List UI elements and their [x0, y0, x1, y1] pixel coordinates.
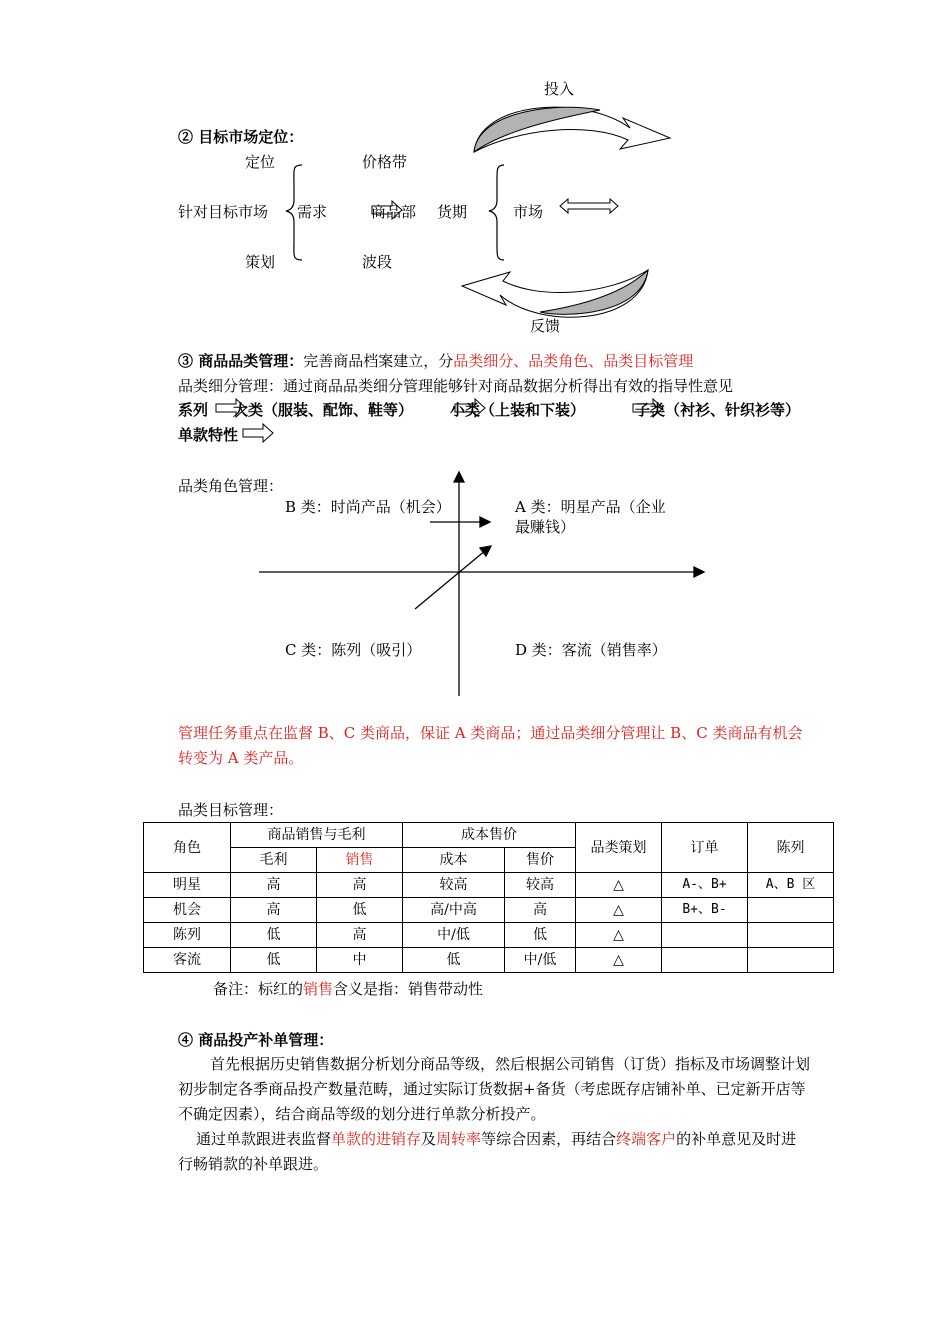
- section4-para2: [178, 1127, 810, 1177]
- table-header-row: [144, 823, 834, 848]
- header-role: 角色: [144, 823, 231, 873]
- role-title: 品类角色管理：: [178, 477, 284, 495]
- cell-display: [748, 923, 834, 948]
- label-price-band: 价格带: [362, 153, 408, 171]
- para2-b: 及: [421, 1130, 437, 1148]
- quadrant-c: C 类：陈列（吸引）: [285, 641, 422, 659]
- header-display: 陈列: [748, 823, 834, 873]
- cell-display: A、B 区: [748, 873, 834, 898]
- cell-price: 较高: [505, 873, 576, 898]
- cell-cost: 低: [403, 948, 505, 973]
- chain-major: 大类（服装、配饰、鞋等）: [233, 401, 414, 419]
- para2-red3: 终端客户: [616, 1130, 677, 1148]
- header-price: 售价: [505, 848, 576, 873]
- cell-order: [662, 948, 748, 973]
- cell-order: A-、B+: [662, 873, 748, 898]
- cell-strategy: △: [576, 948, 662, 973]
- header-margin: 毛利: [231, 848, 317, 873]
- cell-price: 低: [505, 923, 576, 948]
- chain-sub: 子类（衬衫、针织衫等）: [635, 401, 801, 419]
- para2-d: 的补单意见及时进行畅销款的补单跟进。: [178, 1130, 797, 1173]
- cell-margin: 高: [231, 873, 317, 898]
- cell-margin: 高: [231, 898, 317, 923]
- section4-para1: 首先根据历史销售数据分析划分商品等级，然后根据公司销售（订货）指标及市场调整计划初步制定各季商品投产数量范畴，通过实际订货数据+备货（考虑既存店铺补单、已定新开店等不确定因素），结合商品等级的划分进行单款分析投产。: [178, 1055, 811, 1123]
- table-row: [144, 873, 834, 898]
- cell-role: 机会: [144, 898, 231, 923]
- double-arrow-icon: [560, 199, 618, 213]
- quadrant-d: D 类：客流（销售率）: [515, 641, 667, 659]
- label-target-market: 针对目标市场: [178, 203, 269, 221]
- table-row: [144, 923, 834, 948]
- task-note: 管理任务重点在监督 B、C 类商品，保证 A 类商品；通过品类细分管理让 B、C 类商品有机会转变为 A 类产品。: [178, 724, 803, 767]
- para2-c: 等综合因素，再结合: [481, 1130, 617, 1148]
- label-market: 市场: [513, 203, 544, 221]
- cell-cost: 较高: [403, 873, 505, 898]
- cell-role: 陈列: [144, 923, 231, 948]
- cell-price: 中/低: [505, 948, 576, 973]
- note-suffix: 含义是指：销售带动性: [333, 980, 484, 998]
- cell-display: [748, 948, 834, 973]
- note-red: 销售: [303, 980, 334, 998]
- right-brace: [489, 165, 504, 260]
- category-target-table: [143, 822, 834, 973]
- table-note: [213, 979, 483, 999]
- cell-price: 高: [505, 898, 576, 923]
- cell-strategy: △: [576, 923, 662, 948]
- chain-minor: 小类（上装和下装）: [450, 401, 586, 419]
- input-cycle-arrow: [474, 107, 670, 152]
- quadrant-a: A 类：明星产品（企业最赚钱）: [515, 498, 666, 536]
- target-title: 品类目标管理：: [178, 801, 284, 819]
- section2-heading: ② 目标市场定位：: [178, 128, 304, 146]
- para2-red2: 周转率: [436, 1130, 482, 1148]
- header-cost: 成本: [403, 848, 505, 873]
- label-merch-dept: 商品部: [371, 203, 417, 221]
- cycle-feedback-label: 反馈: [530, 317, 561, 335]
- section3-heading-text: 完善商品档案建立，分: [303, 352, 454, 370]
- note-prefix: 备注：标红的: [213, 980, 304, 998]
- cell-display: [748, 898, 834, 923]
- cell-role: 明星: [144, 873, 231, 898]
- header-order: 订单: [662, 823, 748, 873]
- header-cost-price: 成本售价: [403, 823, 576, 848]
- cell-sales: 高: [317, 923, 403, 948]
- cell-cost: 中/低: [403, 923, 505, 948]
- cell-margin: 低: [231, 923, 317, 948]
- section4-heading: ④ 商品投产补单管理：: [178, 1031, 334, 1049]
- header-strategy: 品类策划: [576, 823, 662, 873]
- table-row: [144, 948, 834, 973]
- cell-cost: 高/中高: [403, 898, 505, 923]
- quadrant-b: B 类：时尚产品（机会）: [285, 498, 451, 516]
- section3-heading-line: [178, 351, 693, 371]
- header-sales-margin: 商品销售与毛利: [231, 823, 403, 848]
- label-delivery: 货期: [437, 203, 468, 221]
- chain-single: 单款特性: [178, 426, 239, 444]
- section3-heading-red: 品类细分、品类角色、品类目标管理: [453, 352, 694, 370]
- header-sales: 销售: [317, 848, 403, 873]
- subdivision-line: 品类细分管理：通过商品品类细分管理能够针对商品数据分析得出有效的指导性意见: [178, 377, 734, 395]
- para2-red1: 单款的进销存: [331, 1130, 422, 1148]
- cell-order: B+、B-: [662, 898, 748, 923]
- cell-order: [662, 923, 748, 948]
- cell-strategy: △: [576, 873, 662, 898]
- section3-heading: ③ 商品品类管理：: [178, 352, 304, 370]
- cell-role: 客流: [144, 948, 231, 973]
- chain-series: 系列: [178, 401, 209, 419]
- cell-sales: 高: [317, 873, 403, 898]
- chain-arrow-icon: [243, 424, 273, 442]
- table-row: [144, 898, 834, 923]
- para2-a: 通过单款跟进表监督: [196, 1130, 332, 1148]
- cell-margin: 低: [231, 948, 317, 973]
- label-demand: 需求: [297, 203, 328, 221]
- label-planning: 策划: [245, 253, 276, 271]
- label-positioning: 定位: [245, 153, 276, 171]
- cell-sales: 中: [317, 948, 403, 973]
- feedback-cycle-arrow: [462, 270, 648, 317]
- cell-sales: 低: [317, 898, 403, 923]
- cycle-input-label: 投入: [544, 80, 575, 98]
- cell-strategy: △: [576, 898, 662, 923]
- label-wave: 波段: [362, 253, 393, 271]
